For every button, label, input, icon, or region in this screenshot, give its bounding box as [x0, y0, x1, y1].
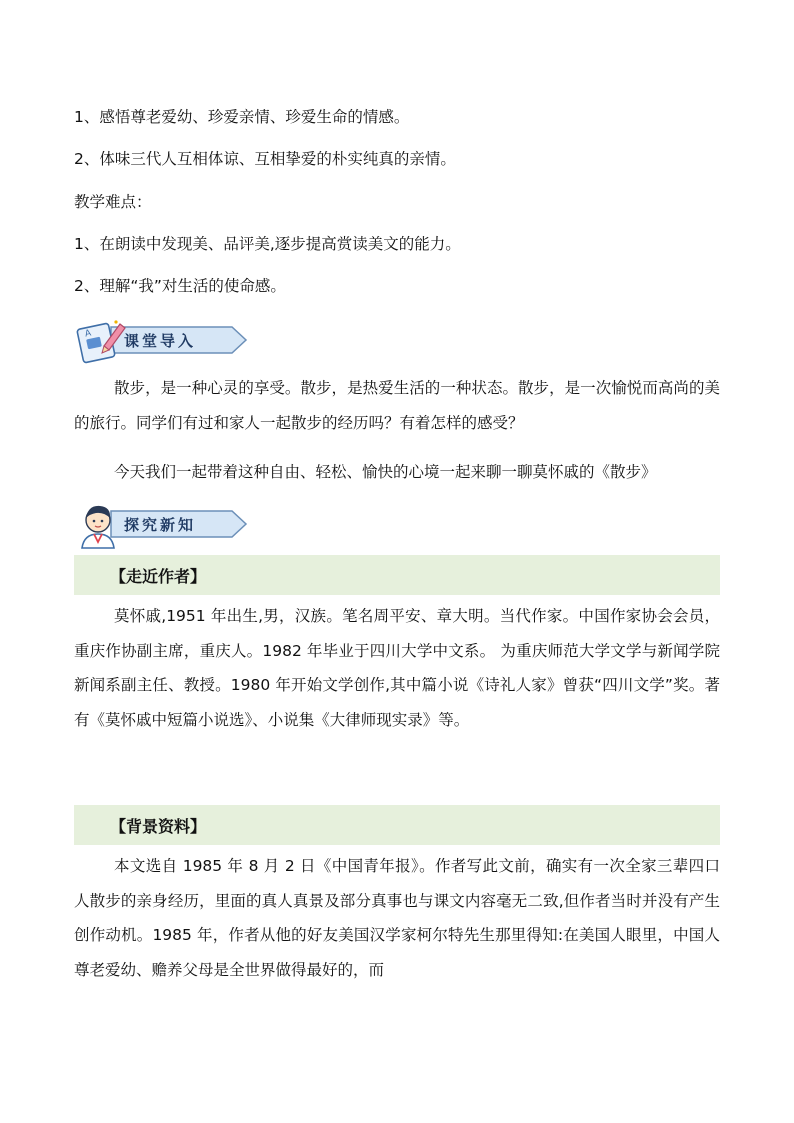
goal-item-1: 1、感悟尊老爱幼、珍爱亲情、珍爱生命的情感。: [74, 108, 410, 126]
author-paragraph: [74, 599, 720, 737]
explore-banner: [74, 500, 254, 548]
student-boy-icon: [74, 500, 124, 550]
intro-banner-label: 课堂导入: [124, 332, 197, 350]
intro-paragraph-2-text: 今天我们一起带着这种自由、轻松、愉快的心境一起来聊一聊莫怀戚的《散步》: [114, 463, 657, 481]
difficulty-item-2: 2、理解“我”对生活的使命感。: [74, 277, 286, 295]
intro-paragraph-1-text: 散步，是一种心灵的享受。散步，是热爱生活的一种状态。散步，是一次愉悦而高尚的美的旅行。同学们有过和家人一起散步的经历吗？有着怎样的感受？: [74, 379, 720, 432]
difficulty-item-1: 1、在朗读中发现美、品评美,逐步提高赏读美文的能力。: [74, 235, 461, 253]
background-section-heading: 【背景资料】: [110, 817, 207, 836]
author-paragraph-text: 莫怀戚,1951 年出生,男，汉族。笔名周平安、章大明。当代作家。中国作家协会会员，重庆作协副主席，重庆人。1982 年毕业于四川大学中文系。 为重庆师范大学文学与新闻学院新闻系副主任、教授。1980 年开始文学创作,其中篇小说《诗礼人家》曾获“四川文学”奖。著有《莫怀戚中短篇小说选》、小说集《大律师现实录》等。: [74, 607, 720, 729]
author-section-heading: 【走近作者】: [110, 567, 207, 586]
background-paragraph-text: 本文选自 1985 年 8 月 2 日《中国青年报》。作者写此文前，确实有一次全家三辈四口人散步的亲身经历，里面的真人真景及部分真事也与课文内容毫无二致,但作者当时并没有产生创作动机。1985 年，作者从他的好友美国汉学家柯尔特先生那里得知:在美国人眼里，中国人尊老爱幼、赡养父母是全世界做得最好的，而: [74, 857, 720, 979]
intro-paragraph-2: [74, 455, 720, 490]
explore-banner-label: 探究新知: [124, 516, 197, 534]
intro-banner: [74, 316, 254, 364]
background-paragraph: [74, 849, 720, 987]
explore-banner-tag: [110, 510, 248, 538]
intro-banner-tag: [110, 326, 248, 354]
notebook-pencil-icon: [74, 316, 128, 364]
author-section-bar: [74, 555, 720, 595]
svg-text:A: A: [84, 328, 93, 340]
goal-item-2: 2、体味三代人互相体谅、互相挚爱的朴实纯真的亲情。: [74, 150, 456, 168]
background-section-bar: [74, 805, 720, 845]
intro-paragraph-1: [74, 371, 720, 440]
difficulties-heading: 教学难点：: [74, 193, 152, 211]
